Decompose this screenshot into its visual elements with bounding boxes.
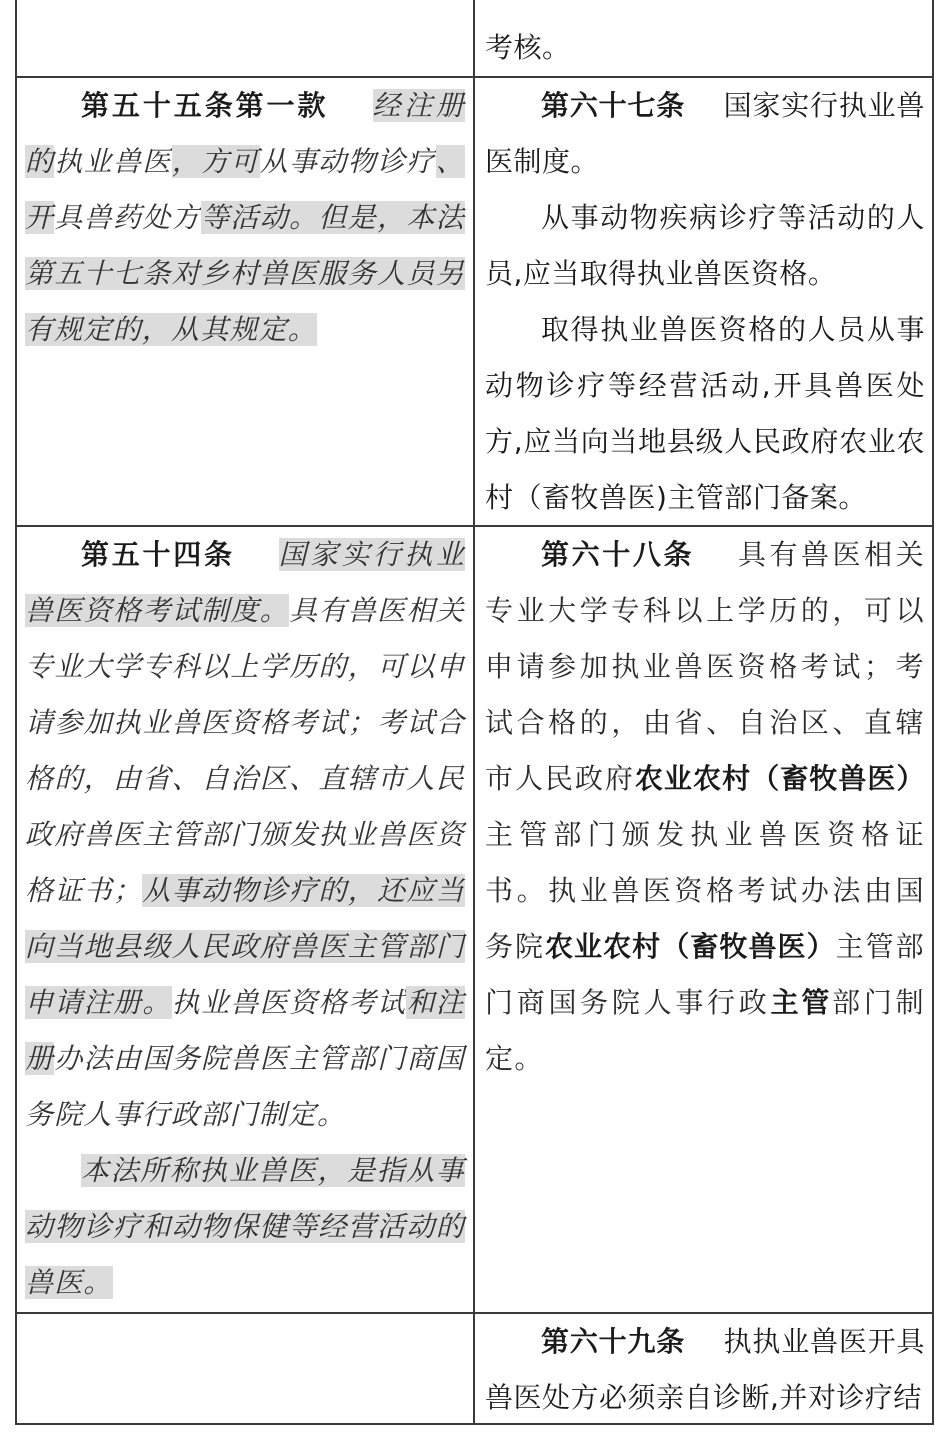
article-54-p2 [25,1143,465,1311]
plain-text: 具兽药处方 [54,201,202,234]
article-69-heading: 第六十九条 [541,1325,686,1358]
plain-text: 具有兽医相关专业大学专科以上学历的，可以申请参加执业兽医资格考试；考试合格的，由省、自治区、直辖市人民政府兽医主管部门颁发执业兽医资格证书； [25,594,465,907]
plain-text: 主管部门商国务院人事行政 [485,930,925,1019]
bold-text: 农业农村（畜牧兽医） [544,930,836,963]
comparison-table [15,0,934,1425]
row2-left-cell [25,78,465,358]
plain-text: 从事动物诊疗 [259,145,436,178]
article-67-p1 [485,78,925,190]
article-68-heading: 第六十八条 [541,538,695,571]
row4-right-cell [485,1314,925,1426]
plain-text: 办法由国务院兽医主管部门商国务院人事行政部门制定。 [25,1042,465,1131]
row3-right-cell [485,527,925,1087]
highlight-text: 等活动。但是，本法第五十七条对乡村兽医服务人员另有规定的，从其规定。 [25,201,465,346]
plain-text: 执业兽医资格考试 [171,986,407,1019]
highlight-text: 经注册的 [25,89,465,178]
table-border-left [15,0,17,1425]
article-55-heading: 第五十五条第一款 [81,89,329,122]
plain-text: 部门制定。 [485,986,925,1075]
row3-left-cell [25,527,465,1311]
highlight-text: 国家实行执业兽医资格考试制度。 [25,538,465,627]
article-55-text [25,78,465,358]
row1-right-text: 考核。 [485,31,571,64]
article-69-body: 执执业兽医开具兽医处方必须亲自诊断,并对诊疗结 [485,1325,925,1414]
bold-text: 主管 [770,986,833,1019]
article-67-p3: 取得执业兽医资格的人员从事动物诊疗等经营活动,开具兽医处方,应当向当地县级人民政府农业农村（畜牧兽医)主管部门备案。 [485,313,925,514]
bold-text: 农业农村（畜牧兽医） [634,762,925,795]
highlight-text: 本法所称执业兽医，是指从事动物诊疗和动物保健等经营活动的兽医。 [25,1154,465,1299]
article-67-heading: 第六十七条 [541,89,686,122]
row1-right-cell [485,20,925,76]
article-54-p1 [25,527,465,1143]
highlight-text: 、开 [25,145,465,234]
article-67-p1-text: 国家实行执业兽医制度。 [485,89,925,178]
article-54-heading: 第五十四条 [81,538,235,571]
article-67-p2: 从事动物疾病诊疗等活动的人员,应当取得执业兽医资格。 [485,201,925,290]
highlight-text: ，方可 [171,145,260,178]
article-69-text [485,1314,925,1426]
plain-text: 具有兽医相关专业大学专科以上学历的，可以申请参加执业兽医资格考试；考试合格的，由省、自治区、直辖市人民政府 [485,538,925,795]
plain-text: 主管部门颁发执业兽医资格证书。执业兽医资格考试办法由国务院 [485,818,925,963]
row2-right-cell [485,78,925,526]
table-border-right [932,0,934,1425]
table-column-divider [473,0,475,1425]
plain-text: 执业兽医 [54,145,172,178]
highlight-text: 和注册 [25,986,465,1075]
article-68-text [485,527,925,1087]
highlight-text: 从事动物诊疗的，还应当向当地县级人民政府兽医主管部门申请注册。 [25,874,465,1019]
